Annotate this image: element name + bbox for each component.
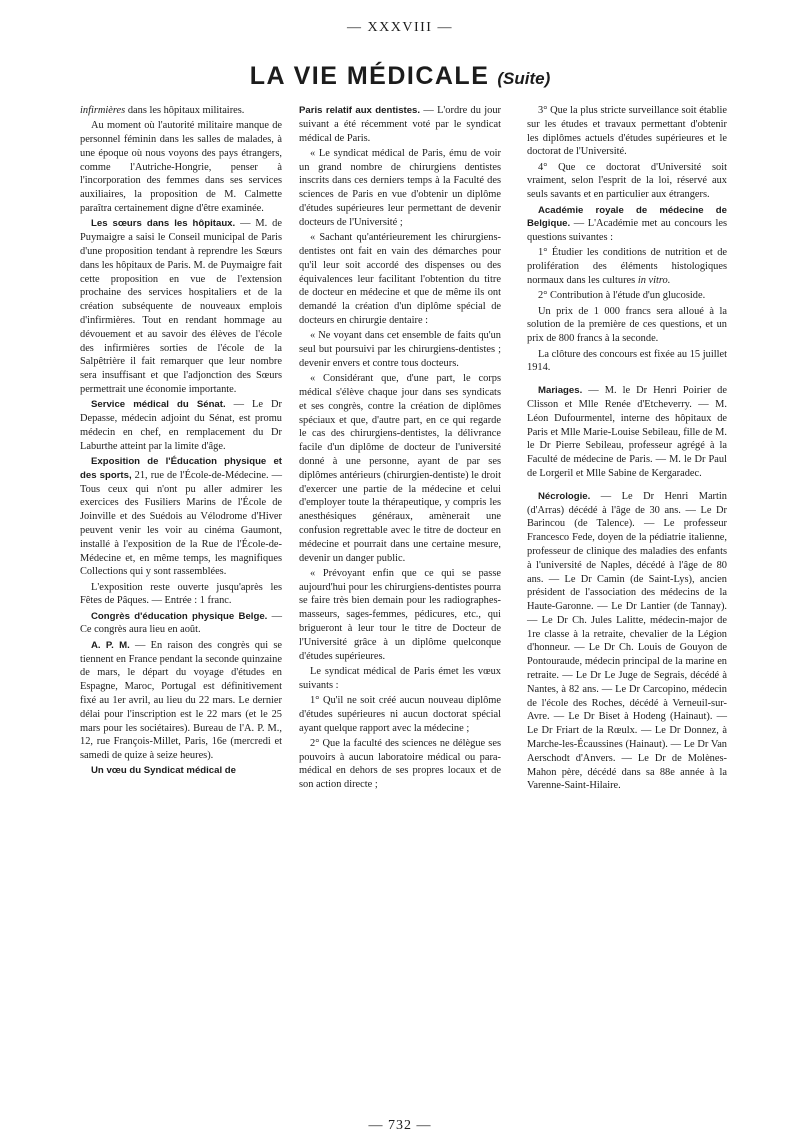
news-heading: Paris relatif aux dentistes. — [299, 105, 421, 116]
news-body: — Le Dr Henri Martin (d'Arras) décédé à l'âge de 30 ans. — Le Dr Barincou (de Talence). — Le professeur Francesco Fede, doyen de la pédiatrie italienne, professeur de clinique des maladies des enfants à l'université de Naples, décédé à l'âge de 80 ans. — Le Dr Camin (de Saint-Lys), ancien président de l'association des médecins de la Haute-Garonne. — Le Dr Lantier (de Tannay). — Le Dr Ch. Jules Lalitte, médecin-major de 1re classe à la retraite, chevalier de la Légion d'honneur. — Le Dr Ch. Louis de Gouyon de Pontouraude, médecin principal de la marine en retraite. — Le Dr Le Juge de Segrais, décédé à Nantes, à 82 ans. — Le Dr Carcopino, médecin de l'école des Roches, décédé à Verneuil-sur-Avre. — Le Dr Biset à Hodeng (Hainaut). — Le Dr Friart de la Rœulx. — Le Dr Donnez, à Marche-les-Écaussines (Hainaut). — Le Dr Van Aerschodt d'Anvers. — Le Dr de Molènes-Mahon père, décédé dans sa 88e année à la Varenne-Saint-Hilaire. — [527, 490, 727, 792]
news-heading: Exposition de l'Éducation physique et des sports, — [80, 455, 282, 481]
news-item-dentistes — [299, 104, 501, 145]
article-paragraph: La clôture des concours est fixée au 15 juillet 1914. — [527, 348, 727, 374]
section-title-main: LA VIE MÉDICALE — [249, 62, 490, 90]
news-item-academie — [527, 204, 727, 245]
article-paragraph: « Considérant que, d'une part, le corps médical s'élève chaque jour dans ses syndicats et ses congrès, contre la création de diplômes spéciaux et que, d'autre part, en ce qui regarde le cas des chirurgiens-dentistes, la délivrance facile d'un diplôme de docteur de l'université donné à une personne, ayant de par ses diplômes antérieurs (chirurgien-dentiste) le droit d'exercer une partie de la médecine et celui d'employer toute la thérapeutique, y compris les anesthésiques généraux, amènerait une confusion regrettable avec le titre de docteur en médecine et pourrait dans une certaine mesure, devenir un danger public. — [299, 373, 501, 564]
news-item-apm — [80, 639, 282, 763]
article-paragraph: « Sachant qu'antérieurement les chirurgiens-dentistes ont fait en vain des démarches pour qu'il leur soit accordé des dispenses ou des équivalences leur facilitant l'obtention du titre de docteur en médecine et que de même ils ont demandé la création d'un diplôme spécial de docteurs en chirurgie dentaire : — [299, 232, 501, 326]
news-heading: Nécrologie. — [538, 490, 591, 502]
news-body: — M. le Dr Henri Poirier de Clisson et Mlle Renée d'Etcheverry. — M. Léon Dufourmentel, interne des hôpitaux de Paris et Mlle Marie-Louise Sebileau, fille de M. le Dr Pierre Sebileau, professeur agrégé à la Faculté de médecine de Paris. — M. le Dr Paul de Lorgeril et Mlle Sabine de Kergaradec. — [527, 385, 727, 479]
article-paragraph: L'exposition reste ouverte jusqu'après les Fêtes de Pâques. — Entrée : 1 franc. — [80, 581, 282, 607]
article-paragraph — [80, 104, 282, 118]
article-paragraph: Le syndicat médical de Paris émet les vœux suivants : — [299, 665, 501, 691]
paragraph-text: dans les hôpitaux militaires. — [125, 105, 245, 116]
news-body: — Le Dr Depasse, médecin adjoint du Sénat, est promu médecin en chef, en remplacement du Dr Laburthe atteint par la limite d'âge. — [80, 399, 282, 452]
column-2 — [299, 104, 501, 794]
news-item-puymaigre — [80, 217, 282, 396]
italic-text: in vitro. — [637, 275, 671, 287]
news-heading: Mariages. — [538, 385, 583, 397]
article-paragraph — [527, 246, 727, 287]
column-1 — [80, 104, 282, 780]
article-paragraph: Au moment où l'autorité militaire manque de personnel féminin dans les salles de malades, à une époque où nous voyons des pays étrangers, comme l'Autriche-Hongrie, penser à l'incorporation des femmes dans ses services auxiliaires, la proposition de M. Calmette paraîtra certainement digne d'être examinée. — [80, 120, 282, 215]
article-paragraph: 2° Contribution à l'étude d'un glucoside. — [538, 290, 706, 302]
article-paragraph: « Prévoyant enfin que ce qui se passe aujourd'hui pour les chirurgiens-dentistes pourra se faire très bien demain pour les radiographes-masseurs, sages-femmes, pédicures, etc., qui brigueront à leur tour le titre de Docteur de l'Université grâce à un diplôme quelconque d'études supérieures. — [299, 567, 501, 662]
italic-text: infirmières — [80, 105, 126, 116]
news-body: — L'ordre du jour suivant a été récemment voté par le syndicat médical de Paris. — [299, 105, 501, 144]
news-item-exposition — [80, 455, 282, 579]
news-item-voeu-start — [80, 764, 282, 778]
news-heading: Congrès d'éducation physique Belge. — [91, 610, 268, 622]
article-paragraph: Un prix de 1 000 francs sera alloué à la solution de la première de ces questions, et un prix de 800 francs à la seconde. — [527, 305, 727, 345]
page-header-roman-numeral: — XXXVIII — — [347, 20, 453, 35]
news-heading: Un vœu du Syndicat médical de — [91, 765, 236, 777]
news-item-mariages — [527, 384, 727, 481]
column-3 — [527, 104, 727, 795]
news-item-necrologie — [527, 490, 727, 794]
page-number: — 732 — — [368, 1118, 432, 1133]
section-title — [0, 62, 800, 91]
news-body: — En raison des congrès qui se tiennent en France pendant la seconde quinzaine de mars, le départ du voyage d'études en Espagne, Maroc, Portugal est définitivement fixé au 1er avril, au lieu du 22 mars. Le dernier délai pour l'inscription est le 22 mars (et le 25 mars pour les sociétaires). Bureau de l'A. P. M., 12, rue François-Millet, Paris, 16e (mercredi et samedi de quize à seize heures). — [80, 639, 282, 762]
news-heading: Service médical du Sénat. — [91, 399, 226, 411]
news-body: 21, rue de l'École-de-Médecine. — Tous ceux qui n'ont pu aller admirer les exercices des Fusiliers Marins de l'École de Joinville et des Suédois au Vélodrome d'Hiver peuvent venir les voir au cinéma Gaumont, installé à l'exposition de la Rue de l'École-de-Médecine et, en même temps, les magnifiques Collections qui y sont rassemblées. — [80, 469, 282, 578]
article-paragraph: « Ne voyant dans cet ensemble de faits qu'un seul but poursuivi par les chirurgiens-dentistes ; devenir envers et contre tous docteurs. — [299, 330, 501, 369]
paragraph-text: 1° Étudier les conditions de nutrition et de prolifération des éléments histologiques normaux dans les cultures — [527, 247, 727, 287]
article-paragraph: 2° Que la faculté des sciences ne délègue ses pouvoirs à aucun laboratoire médical ou para-médical en dehors de ses propres locaux et de son action directe ; — [299, 737, 501, 791]
section-title-suite: (Suite) — [497, 69, 551, 88]
news-body: — M. de Puymaigre a saisi le Conseil municipal de Paris d'une proposition tendant à reprendre les Sœurs dans les hôpitaux de Paris. M. de Puymaigre fait cette proposition en vue de l'extension prochaine des services hospitaliers et de la création subséquente de nouveaux emplois d'infirmières. Tout en rendant hommage au dévouement et au savoir des élèves de l'école des infirmières sorties de l'école de la Salpêtrière il fait remarquer que leur nombre sera insuffisant et que l'adjonction des Sœurs permettrait une économie importante. — [80, 218, 282, 395]
news-heading: A. P. M. — [91, 639, 130, 651]
article-paragraph: « Le syndicat médical de Paris, ému de voir un grand nombre de chirurgiens dentistes inscrits dans ces derniers temps à la Faculté des sciences de Paris en vue d'obtenir un diplôme d'études supérieures leur permettant de devenir docteurs de l'Université ; — [299, 147, 501, 228]
news-body: — L'Académie met au concours les questions suivantes : — [527, 218, 727, 244]
news-item-congres — [80, 610, 282, 638]
news-body: — Ce congrès aura lieu en août. — [80, 610, 282, 636]
news-heading: Les sœurs dans les hôpitaux. — [91, 218, 236, 230]
news-item-senat — [80, 398, 282, 453]
article-paragraph: 1° Qu'il ne soit créé aucun nouveau diplôme d'études supérieures ni aucun doctorat spécial ayant quelque rapport avec la médecine ; — [299, 694, 501, 734]
news-heading: Académie royale de médecine de Belgique. — [527, 204, 727, 230]
article-paragraph: 3° Que la plus stricte surveillance soit établie sur les études et travaux permettant d'obtenir les diplômes actuels d'études supérieures et le doctorat de l'Université. — [527, 105, 727, 158]
article-paragraph: 4° Que ce doctorat d'Université soit vraiment, selon l'esprit de la loi, réservé aux seuls savants et en particulier aux étrangers. — [527, 161, 727, 201]
